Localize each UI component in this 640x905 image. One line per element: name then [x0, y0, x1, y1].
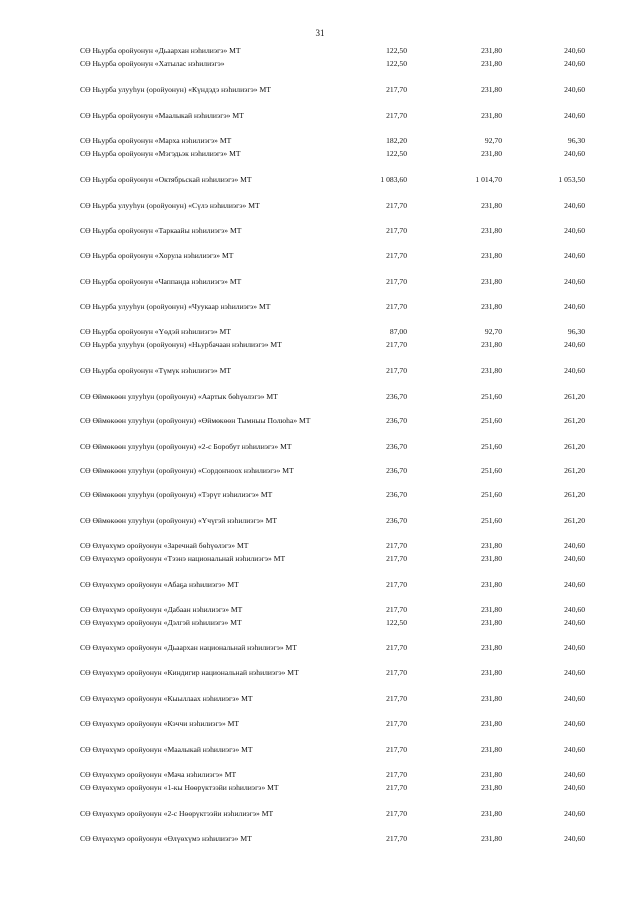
municipality-name: СӨ Ньурба оройуонун «Хатылас нэһилиэгэ» — [80, 59, 225, 68]
value-column-1: 217,70 — [386, 745, 407, 754]
value-column-1: 217,70 — [386, 834, 407, 843]
value-column-2: 231,80 — [481, 643, 502, 652]
value-column-2: 231,80 — [481, 251, 502, 260]
value-column-3: 240,60 — [564, 340, 585, 349]
value-column-1: 217,70 — [386, 719, 407, 728]
value-column-2: 231,80 — [481, 809, 502, 818]
value-column-1: 217,70 — [386, 251, 407, 260]
value-column-2: 1 014,70 — [475, 175, 502, 184]
value-column-2: 231,80 — [481, 85, 502, 94]
value-column-3: 240,60 — [564, 541, 585, 550]
value-column-3: 240,60 — [564, 668, 585, 677]
municipality-name: СӨ Өймөкөөн улууһун (оройуонун) «Аартык бөһүөлэгэ» МТ — [80, 392, 278, 401]
value-column-2: 251,60 — [481, 466, 502, 475]
value-column-1: 217,70 — [386, 668, 407, 677]
value-column-3: 240,60 — [564, 46, 585, 55]
value-column-2: 231,80 — [481, 694, 502, 703]
value-column-3: 240,60 — [564, 59, 585, 68]
value-column-3: 240,60 — [564, 251, 585, 260]
value-column-1: 217,70 — [386, 580, 407, 589]
municipality-name: СӨ Ньурба улууһун (оройуонун) «Чуукаар нэһилиэгэ» МТ — [80, 302, 271, 311]
municipality-name: СӨ Ньурба оройуонун «Маалыкай нэһилиэгэ» МТ — [80, 111, 244, 120]
value-column-3: 240,60 — [564, 85, 585, 94]
value-column-3: 240,60 — [564, 719, 585, 728]
value-column-1: 122,50 — [386, 149, 407, 158]
municipality-name: СӨ Өлүөхүмэ оройуонун «Мача нэһилиэгэ» МТ — [80, 770, 237, 779]
municipality-name: СӨ Өлүөхүмэ оройуонун «Дабаан нэһилиэгэ» МТ — [80, 605, 243, 614]
value-column-1: 217,70 — [386, 111, 407, 120]
value-column-2: 231,80 — [481, 719, 502, 728]
municipality-name: СӨ Өлүөхүмэ оройуонун «Кыыллаах нэһилиэгэ» МТ — [80, 694, 253, 703]
municipality-name: СӨ Өлүөхүмэ оройуонун «Киндигир национальнай нэһилиэгэ» МТ — [80, 668, 299, 677]
municipality-name: СӨ Өлүөхүмэ оройуонун «Өлүөхүмэ нэһилиэгэ» МТ — [80, 834, 252, 843]
value-column-2: 231,80 — [481, 554, 502, 563]
value-column-2: 251,60 — [481, 516, 502, 525]
municipality-name: СӨ Өймөкөөн улууһун (оройуонун) «Өймөкөөн Тымныы Полюһа» МТ — [80, 416, 311, 425]
value-column-1: 236,70 — [386, 490, 407, 499]
value-column-3: 240,60 — [564, 302, 585, 311]
municipality-name: СӨ Өймөкөөн улууһун (оройуонун) «Сордоҥноох нэһилиэгэ» МТ — [80, 466, 294, 475]
value-column-2: 231,80 — [481, 668, 502, 677]
value-column-3: 96,30 — [567, 327, 585, 336]
value-column-1: 217,70 — [386, 770, 407, 779]
value-column-3: 261,20 — [564, 516, 585, 525]
value-column-2: 231,80 — [481, 580, 502, 589]
value-column-2: 92,70 — [484, 327, 502, 336]
value-column-2: 231,80 — [481, 46, 502, 55]
municipality-name: СӨ Ньурба оройуонун «Хорула нэһилиэгэ» МТ — [80, 251, 234, 260]
value-column-1: 217,70 — [386, 554, 407, 563]
value-column-2: 231,80 — [481, 149, 502, 158]
value-column-3: 96,30 — [567, 136, 585, 145]
value-column-3: 261,20 — [564, 466, 585, 475]
value-column-3: 240,60 — [564, 643, 585, 652]
value-column-1: 236,70 — [386, 442, 407, 451]
value-column-1: 122,50 — [386, 59, 407, 68]
municipality-name: СӨ Өлүөхүмэ оройуонун «2-с Нөөрүктээйи нэһилиэгэ» МТ — [80, 809, 274, 818]
value-column-2: 231,80 — [481, 226, 502, 235]
value-column-1: 217,70 — [386, 277, 407, 286]
value-column-2: 251,60 — [481, 490, 502, 499]
municipality-name: СӨ Ньурба оройуонун «Чаппанда нэһилиэгэ» МТ — [80, 277, 242, 286]
value-column-2: 231,80 — [481, 770, 502, 779]
value-column-3: 240,60 — [564, 201, 585, 210]
municipality-name: СӨ Өлүөхүмэ оройуонун «Абаҕа нэһилиэгэ» МТ — [80, 580, 239, 589]
municipality-name: СӨ Өймөкөөн улууһун (оройуонун) «2-с Боробут нэһилиэгэ» МТ — [80, 442, 292, 451]
value-column-1: 217,70 — [386, 366, 407, 375]
value-column-1: 217,70 — [386, 85, 407, 94]
value-column-3: 240,60 — [564, 277, 585, 286]
value-column-3: 240,60 — [564, 554, 585, 563]
value-column-3: 261,20 — [564, 490, 585, 499]
value-column-1: 217,70 — [386, 643, 407, 652]
municipality-name: СӨ Өлүөхүмэ оройуонун «Маалыкай нэһилиэгэ» МТ — [80, 745, 253, 754]
municipality-name: СӨ Ньурба оройуонун «Түмүк нэһилиэгэ» МТ — [80, 366, 231, 375]
value-column-3: 240,60 — [564, 111, 585, 120]
value-column-1: 217,70 — [386, 340, 407, 349]
value-column-2: 251,60 — [481, 392, 502, 401]
value-column-2: 231,80 — [481, 541, 502, 550]
value-column-3: 240,60 — [564, 366, 585, 375]
municipality-name: СӨ Өлүөхүмэ оройуонун «Тээнэ национальнай нэһилиэгэ» МТ — [80, 554, 286, 563]
value-column-2: 231,80 — [481, 745, 502, 754]
municipality-name: СӨ Ньурба оройуонун «Марха нэһилиэгэ» МТ — [80, 136, 232, 145]
value-column-1: 217,70 — [386, 541, 407, 550]
value-column-1: 122,50 — [386, 46, 407, 55]
value-column-1: 236,70 — [386, 466, 407, 475]
value-column-2: 231,80 — [481, 277, 502, 286]
value-column-1: 236,70 — [386, 392, 407, 401]
municipality-name: СӨ Өймөкөөн улууһун (оройуонун) «Тэрүт нэһилиэгэ» МТ — [80, 490, 273, 499]
value-column-2: 231,80 — [481, 366, 502, 375]
municipality-name: СӨ Өлүөхүмэ оройуонун «1-кы Нөөрүктээйи нэһилиэгэ» МТ — [80, 783, 279, 792]
value-column-3: 240,60 — [564, 618, 585, 627]
value-column-2: 231,80 — [481, 605, 502, 614]
value-column-1: 217,70 — [386, 783, 407, 792]
value-column-3: 240,60 — [564, 605, 585, 614]
municipality-name: СӨ Ньурба оройуонун «Дьаархан нэһилиэгэ» МТ — [80, 46, 241, 55]
value-column-1: 122,50 — [386, 618, 407, 627]
value-column-2: 231,80 — [481, 834, 502, 843]
page-number: 31 — [315, 28, 325, 38]
municipality-name: СӨ Өлүөхүмэ оройуонун «Дьаархан национальнай нэһилиэгэ» МТ — [80, 643, 297, 652]
value-column-1: 217,70 — [386, 302, 407, 311]
municipality-name: СӨ Ньурба оройуонун «Октябрьскай нэһилиэгэ» МТ — [80, 175, 252, 184]
municipality-name: СӨ Ньурба оройуонун «Таркаайы нэһилиэгэ» МТ — [80, 226, 242, 235]
value-column-3: 1 053,50 — [558, 175, 585, 184]
municipality-name: СӨ Өлүөхүмэ оройуонун «Дэлгэй нэһилиэгэ» МТ — [80, 618, 242, 627]
value-column-2: 231,80 — [481, 783, 502, 792]
value-column-3: 261,20 — [564, 392, 585, 401]
value-column-1: 236,70 — [386, 516, 407, 525]
value-column-1: 217,70 — [386, 809, 407, 818]
value-column-2: 231,80 — [481, 340, 502, 349]
value-column-3: 240,60 — [564, 694, 585, 703]
value-column-1: 217,70 — [386, 226, 407, 235]
value-column-3: 240,60 — [564, 745, 585, 754]
value-column-1: 182,20 — [386, 136, 407, 145]
value-column-2: 231,80 — [481, 201, 502, 210]
value-column-2: 231,80 — [481, 618, 502, 627]
value-column-1: 87,00 — [389, 327, 407, 336]
value-column-2: 231,80 — [481, 59, 502, 68]
value-column-3: 261,20 — [564, 416, 585, 425]
municipality-name: СӨ Ньурба улууһун (оройуонун) «Ньурбачаан нэһилиэгэ» МТ — [80, 340, 282, 349]
value-column-3: 240,60 — [564, 580, 585, 589]
value-column-3: 240,60 — [564, 770, 585, 779]
municipality-name: СӨ Өймөкөөн улууһун (оройуонун) «Үчүгэй нэһилиэгэ» МТ — [80, 516, 277, 525]
value-column-2: 231,80 — [481, 111, 502, 120]
value-column-3: 240,60 — [564, 834, 585, 843]
value-column-1: 217,70 — [386, 694, 407, 703]
value-column-3: 240,60 — [564, 226, 585, 235]
value-column-3: 240,60 — [564, 783, 585, 792]
municipality-name: СӨ Ньурба оройуонун «Мэгэдьэк нэһилиэгэ» МТ — [80, 149, 241, 158]
value-column-1: 217,70 — [386, 201, 407, 210]
municipality-name: СӨ Ньурба улууһун (оройуонун) «Күндэдэ нэһилиэгэ» МТ — [80, 85, 271, 94]
value-column-2: 92,70 — [484, 136, 502, 145]
value-column-2: 231,80 — [481, 302, 502, 311]
municipality-name: СӨ Ньурба улууһун (оройуонун) «Сүлэ нэһилиэгэ» МТ — [80, 201, 260, 210]
value-column-1: 217,70 — [386, 605, 407, 614]
value-column-3: 261,20 — [564, 442, 585, 451]
value-column-3: 240,60 — [564, 149, 585, 158]
municipality-name: СӨ Өлүөхүмэ оройуонун «Заречнай бөһүөлэгэ» МТ — [80, 541, 249, 550]
value-column-2: 251,60 — [481, 442, 502, 451]
municipality-name: СӨ Өлүөхүмэ оройуонун «Кэччи нэһилиэгэ» МТ — [80, 719, 240, 728]
value-column-3: 240,60 — [564, 809, 585, 818]
value-column-1: 1 083,60 — [380, 175, 407, 184]
municipality-name: СӨ Ньурба оройуонун «Үөдэй нэһилиэгэ» МТ — [80, 327, 231, 336]
value-column-1: 236,70 — [386, 416, 407, 425]
value-column-2: 251,60 — [481, 416, 502, 425]
